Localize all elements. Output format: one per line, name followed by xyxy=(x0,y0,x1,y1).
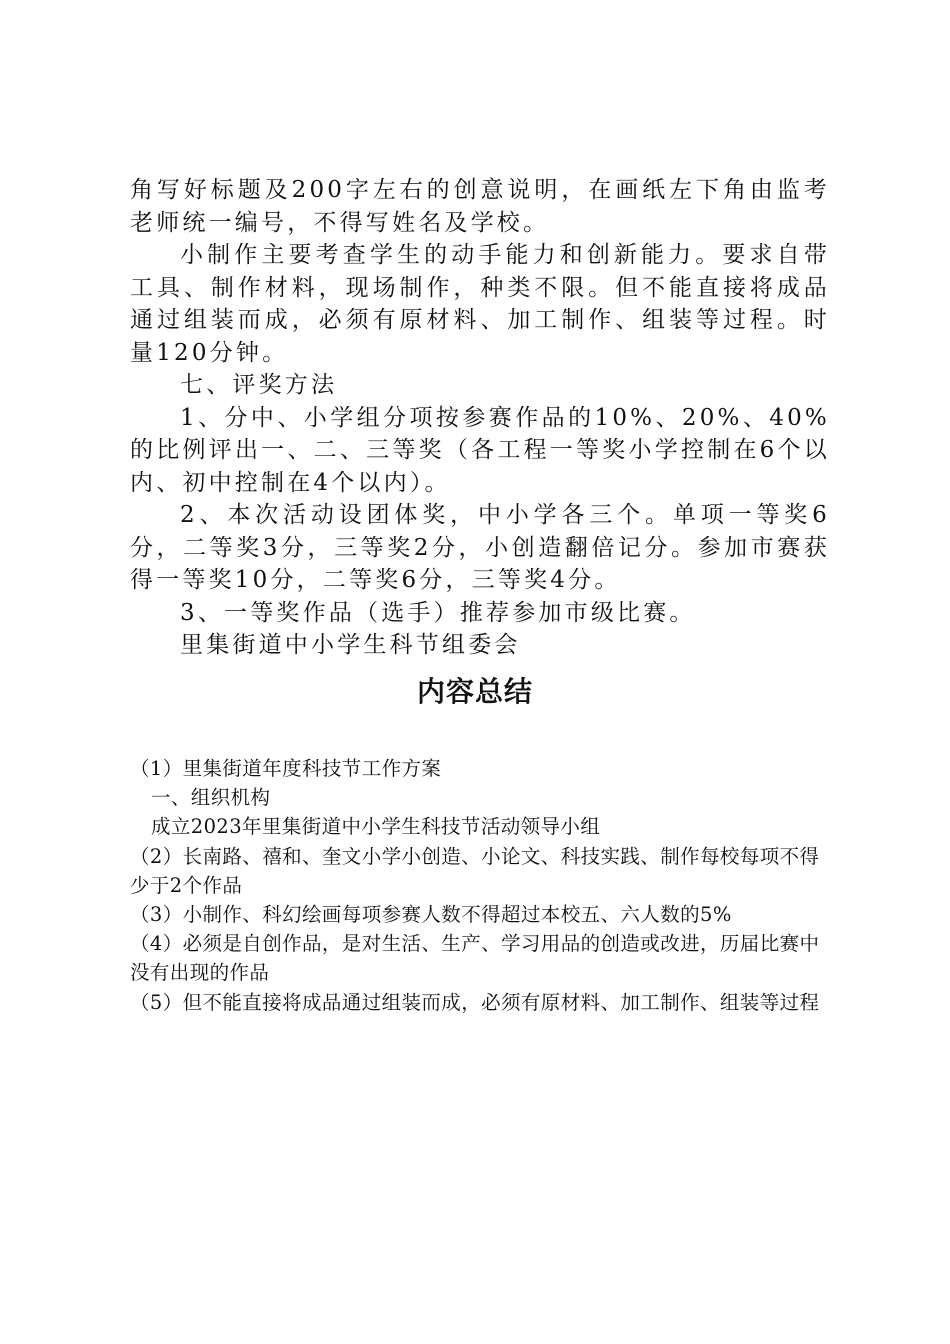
summary-item: （1）里集街道年度科技节工作方案 xyxy=(130,757,442,780)
summary-item: 一、组织机构 xyxy=(151,786,271,810)
section-heading-awards: 七、评奖方法 xyxy=(180,372,338,398)
paragraph-award-ratio: 1、分中、小学组分项按参赛作品的10%、20%、40%的比例评出一、二、三等奖（各工程一等奖小学控制在6个以内、初中控制在4个以内）。 xyxy=(130,404,830,496)
summary-item: （3）小制作、科幻绘画每项参赛人数不得超过本校五、六人数的5% xyxy=(130,903,732,927)
organizer-signature: 里集街道中小学生科节组委会 xyxy=(180,632,521,658)
paragraph-team-award: 2、本次活动设团体奖，中小学各三个。单项一等奖6分，二等奖3分，三等奖2分，小创造翻倍记分。参加市赛获得一等奖10分，二等奖6分，三等奖4分。 xyxy=(130,502,830,593)
paragraph-creative-description: 角写好标题及200字左右的创意说明，在画纸左下角由监考老师统一编号，不得写姓名及学校。 xyxy=(130,177,830,236)
summary-item: （4）必须是自创作品，是对生活、生产、学习用品的创造或改进，历届比赛中没有出现的作品 xyxy=(130,932,820,985)
summary-item: （2）长南路、禧和、奎文小学小创造、小论文、科技实践、制作每校每项不得少于2个作品 xyxy=(130,844,820,897)
summary-item: 成立2023年里集街道中小学生科技节活动领导小组 xyxy=(151,815,601,839)
paragraph-handcraft-requirements: 小制作主要考查学生的动手能力和创新能力。要求自带工具、制作材料，现场制作，种类不限。但不能直接将成品通过组装而成，必须有原材料、加工制作、组装等过程。时量120分钟。 xyxy=(130,242,830,366)
document-body xyxy=(130,174,830,662)
summary-list xyxy=(130,754,830,1017)
summary-title: 内容总结 xyxy=(416,675,533,708)
paragraph-city-recommendation: 3、一等奖作品（选手）推荐参加市级比赛。 xyxy=(180,599,696,626)
summary-item: （5）但不能直接将成品通过组装而成，必须有原材料、加工制作、组装等过程 xyxy=(130,990,820,1014)
